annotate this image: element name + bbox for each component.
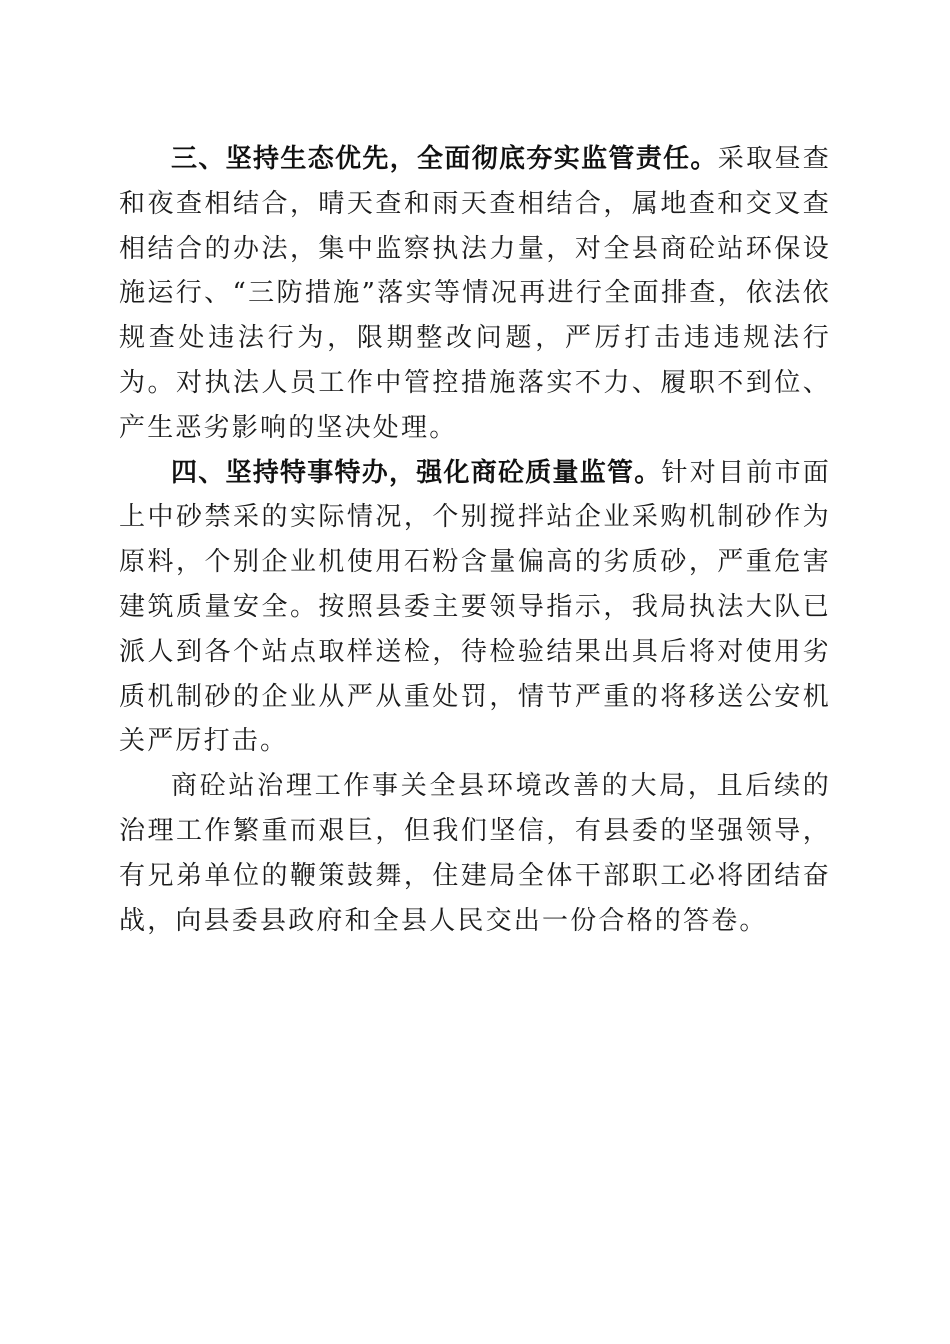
paragraph-three-body: 采取昼查和夜查相结合，晴天查和雨天查相结合，属地查和交叉查相结合的办法，集中监察执法力量，对全县商砼站环保设施运行、“三防措施”落实等情况再进行全面排查，依法依规查处违法行为，限期整改问题，严厉打击违违规法行为。对执法人员工作中管控措施落实不力、履职不到位、产生恶劣影响的坚决处理。	[119, 144, 831, 443]
paragraph-three	[119, 137, 831, 451]
closing-paragraph-body: 商砼站治理工作事关全县环境改善的大局，且后续的治理工作繁重而艰巨，但我们坚信，有县委的坚强领导，有兄弟单位的鞭策鼓舞，住建局全体干部职工必将团结奋战，向县委县政府和全县人民交出一份合格的答卷。	[119, 771, 831, 936]
paragraph-three-heading: 三、坚持生态优先，全面彻底夯实监管责任。	[171, 144, 718, 174]
paragraph-four	[119, 451, 831, 765]
closing-paragraph	[119, 764, 831, 943]
paragraph-four-body: 针对目前市面上中砂禁采的实际情况，个别搅拌站企业采购机制砂作为原料，个别企业机使用石粉含量偏高的劣质砂，严重危害建筑质量安全。按照县委主要领导指示，我局执法大队已派人到各个站点取样送检，待检验结果出具后将对使用劣质机制砂的企业从严从重处罚，情节严重的将移送公安机关严厉打击。	[119, 457, 831, 757]
document-body	[119, 137, 831, 943]
paragraph-four-heading: 四、坚持特事特办，强化商砼质量监管。	[171, 457, 662, 488]
